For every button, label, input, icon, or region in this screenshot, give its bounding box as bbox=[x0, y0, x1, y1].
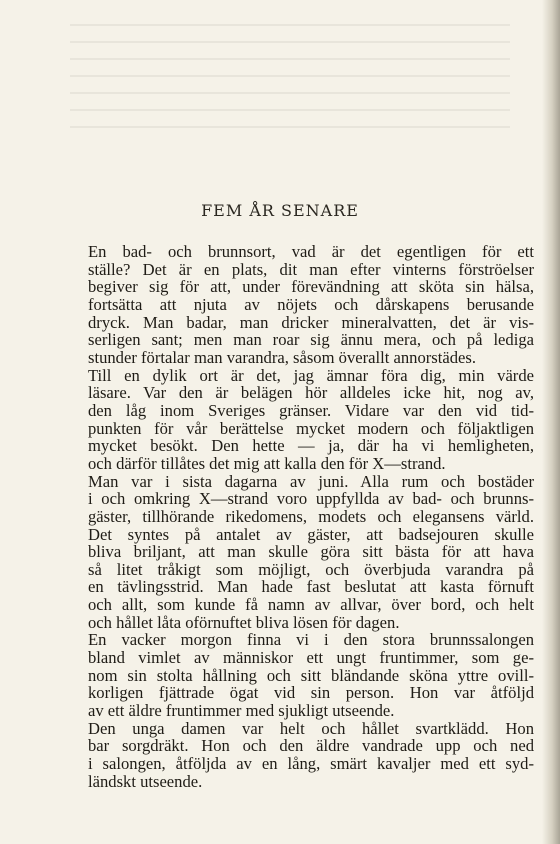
text-line: bland vimlet av människor ett ungt fruntimmer, som ge- bbox=[88, 648, 534, 668]
text-line: så litet tråkigt som möjligt, och överbjuda varandra på bbox=[88, 559, 534, 579]
text-line: begiver sig för att, under förevändning att sköta sin hälsa, bbox=[88, 277, 534, 297]
text-line: och därför tillåtes det mig att kalla den för X—strand. bbox=[88, 453, 446, 473]
text-line: Den unga damen var helt och hållet svartklädd. Hon bbox=[88, 718, 534, 738]
text-line: ställe? Det är en plats, dit man efter vinterns förströelser bbox=[88, 259, 534, 279]
text-line: en tävlingsstrid. Man hade fast beslutat att kasta förnuft bbox=[88, 577, 534, 597]
text-line: Man var i sista dagarna av juni. Alla rum och bostäder bbox=[88, 471, 534, 491]
text-line: En bad- och brunnsort, vad är det egentligen för ett bbox=[88, 242, 534, 261]
text-line: stunder förtalar man varandra, såsom överallt annorstädes. bbox=[88, 347, 476, 367]
text-line: En vacker morgon finna vi i den stora brunnssalongen bbox=[88, 630, 534, 650]
text-line: korligen fjättrade ögat vid sin person. Hon var åtföljd bbox=[88, 683, 534, 703]
paragraph bbox=[88, 367, 534, 473]
text-line: av ett äldre fruntimmer med sjukligt utseende. bbox=[88, 701, 395, 721]
text-line: och allt, som kunde få namn av allvar, över bord, och helt bbox=[88, 595, 534, 615]
text-line: mycket besökt. Den hette — ja, där ha vi hemligheten, bbox=[88, 436, 534, 456]
text-line: gäster, tillhörande rikedomens, modets och elegansens värld. bbox=[88, 506, 534, 526]
paragraph bbox=[88, 631, 534, 719]
bleed-through-text bbox=[70, 24, 510, 134]
body-text bbox=[88, 243, 534, 790]
text-line: läsare. Var den är belägen hör alldeles icke hit, nog av, bbox=[88, 383, 534, 403]
paragraph bbox=[88, 243, 534, 367]
text-line: Till en dylik ort är det, jag ämnar föra dig, min värde bbox=[88, 365, 534, 385]
page-gutter-shadow bbox=[542, 0, 560, 844]
text-line: Det syntes på antalet av gäster, att badsejouren skulle bbox=[88, 524, 534, 544]
text-line: punkten för vår berättelse mycket modern och följaktligen bbox=[88, 418, 534, 438]
text-line: den låg inom Sveriges gränser. Vidare var den vid tid- bbox=[88, 400, 534, 420]
text-line: nom sin stolta hållning och sitt bländande sköna yttre ovill- bbox=[88, 665, 534, 685]
text-line: i och omkring X—strand voro uppfyllda av bad- och brunns- bbox=[88, 489, 534, 509]
paragraph bbox=[88, 473, 534, 632]
text-line: bar sorgdräkt. Hon och den äldre vandrade upp och ned bbox=[88, 736, 534, 756]
text-line: dryck. Man badar, man dricker mineralvatten, det är vis- bbox=[88, 312, 534, 332]
text-line: fortsätta att njuta av nöjets och dårskapens berusande bbox=[88, 294, 534, 314]
text-line: i salongen, åtföljda av en lång, smärt kavaljer med ett syd- bbox=[88, 754, 534, 774]
paragraph bbox=[88, 720, 534, 791]
text-line: ländskt utseende. bbox=[88, 771, 203, 791]
text-line: serligen sant; men man roar sig ännu mera, och på lediga bbox=[88, 330, 534, 350]
chapter-title: FEM ÅR SENARE bbox=[201, 201, 359, 220]
text-line: och hållet låta oförnuftet bliva lösen för dagen. bbox=[88, 612, 400, 632]
text-line: bliva briljant, att man skulle göra sitt bästa för att hava bbox=[88, 542, 534, 562]
